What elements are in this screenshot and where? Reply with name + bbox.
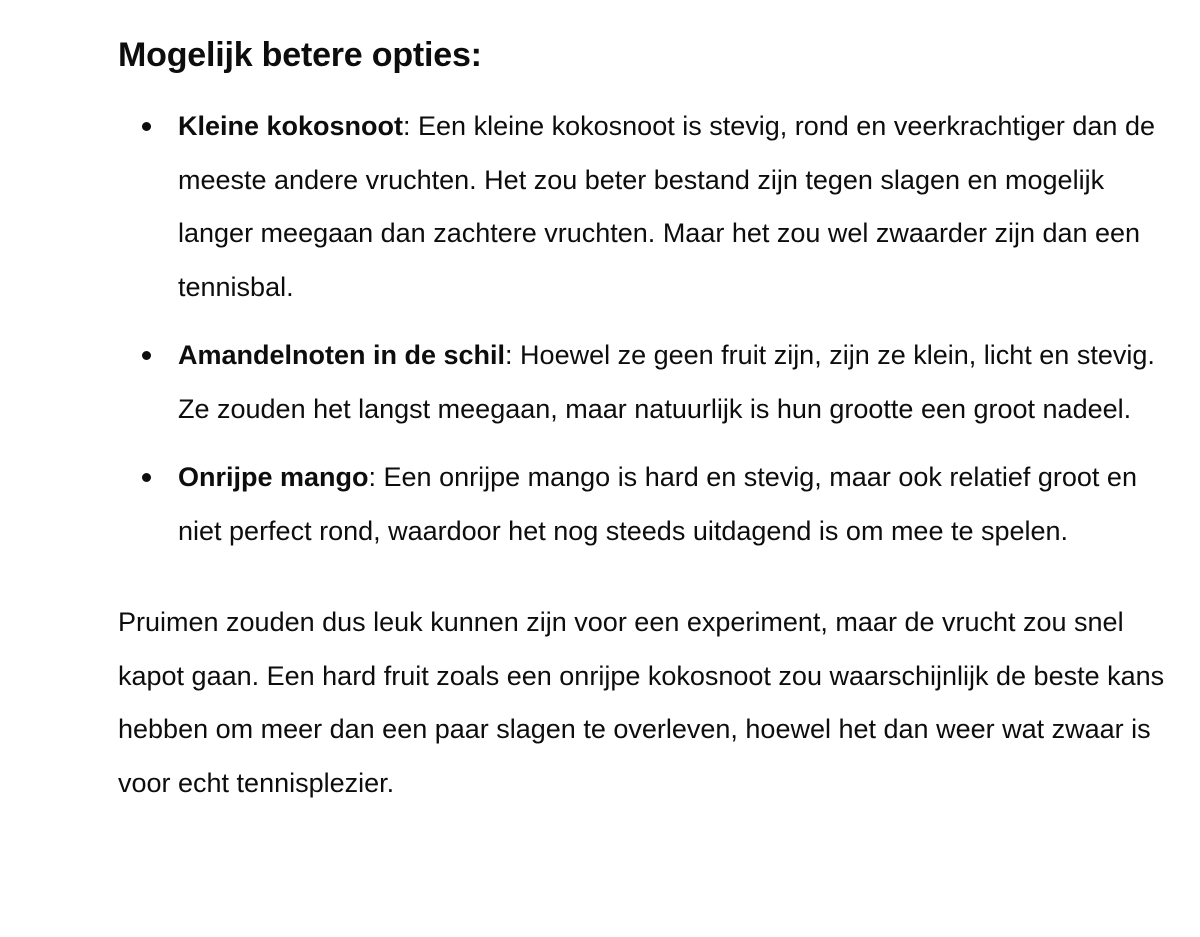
message-content (118, 30, 1178, 810)
bullet-icon (142, 473, 151, 482)
option-text: : Hoewel ze geen fruit zijn, zijn ze klein, licht en stevig. Ze zouden het langst meegaan, maar natuurlijk is hun grootte een groot nadeel. (178, 340, 1155, 424)
summary-paragraph: Pruimen zouden dus leuk kunnen zijn voor een experiment, maar de vrucht zou snel kapot gaan. Een hard fruit zoals een onrijpe kokosnoot zou waarschijnlijk de beste kans hebben om meer dan een paar slagen te overleven, hoewel het dan weer wat zwaar is voor echt tennisplezier. (118, 607, 1165, 798)
options-list (118, 100, 1178, 558)
section-heading: Mogelijk betere opties: (118, 36, 482, 74)
list-item (118, 329, 1178, 436)
list-item (118, 100, 1178, 314)
option-text: : Een onrijpe mango is hard en stevig, maar ook relatief groot en niet perfect rond, waardoor het nog steeds uitdagend is om mee te spelen. (178, 462, 1137, 546)
option-term: Kleine kokosnoot (178, 111, 404, 141)
bullet-icon (142, 122, 151, 131)
option-term: Amandelnoten in de schil (178, 340, 506, 370)
option-term: Onrijpe mango (178, 462, 369, 492)
option-text: : Een kleine kokosnoot is stevig, rond en veerkrachtiger dan de meeste andere vruchten. Het zou beter bestand zijn tegen slagen en mogelijk langer meegaan dan zachtere vruchten. Maar het zou wel zwaarder zijn dan een tennisbal. (178, 111, 1155, 302)
list-item (118, 451, 1178, 558)
bullet-icon (142, 351, 151, 360)
